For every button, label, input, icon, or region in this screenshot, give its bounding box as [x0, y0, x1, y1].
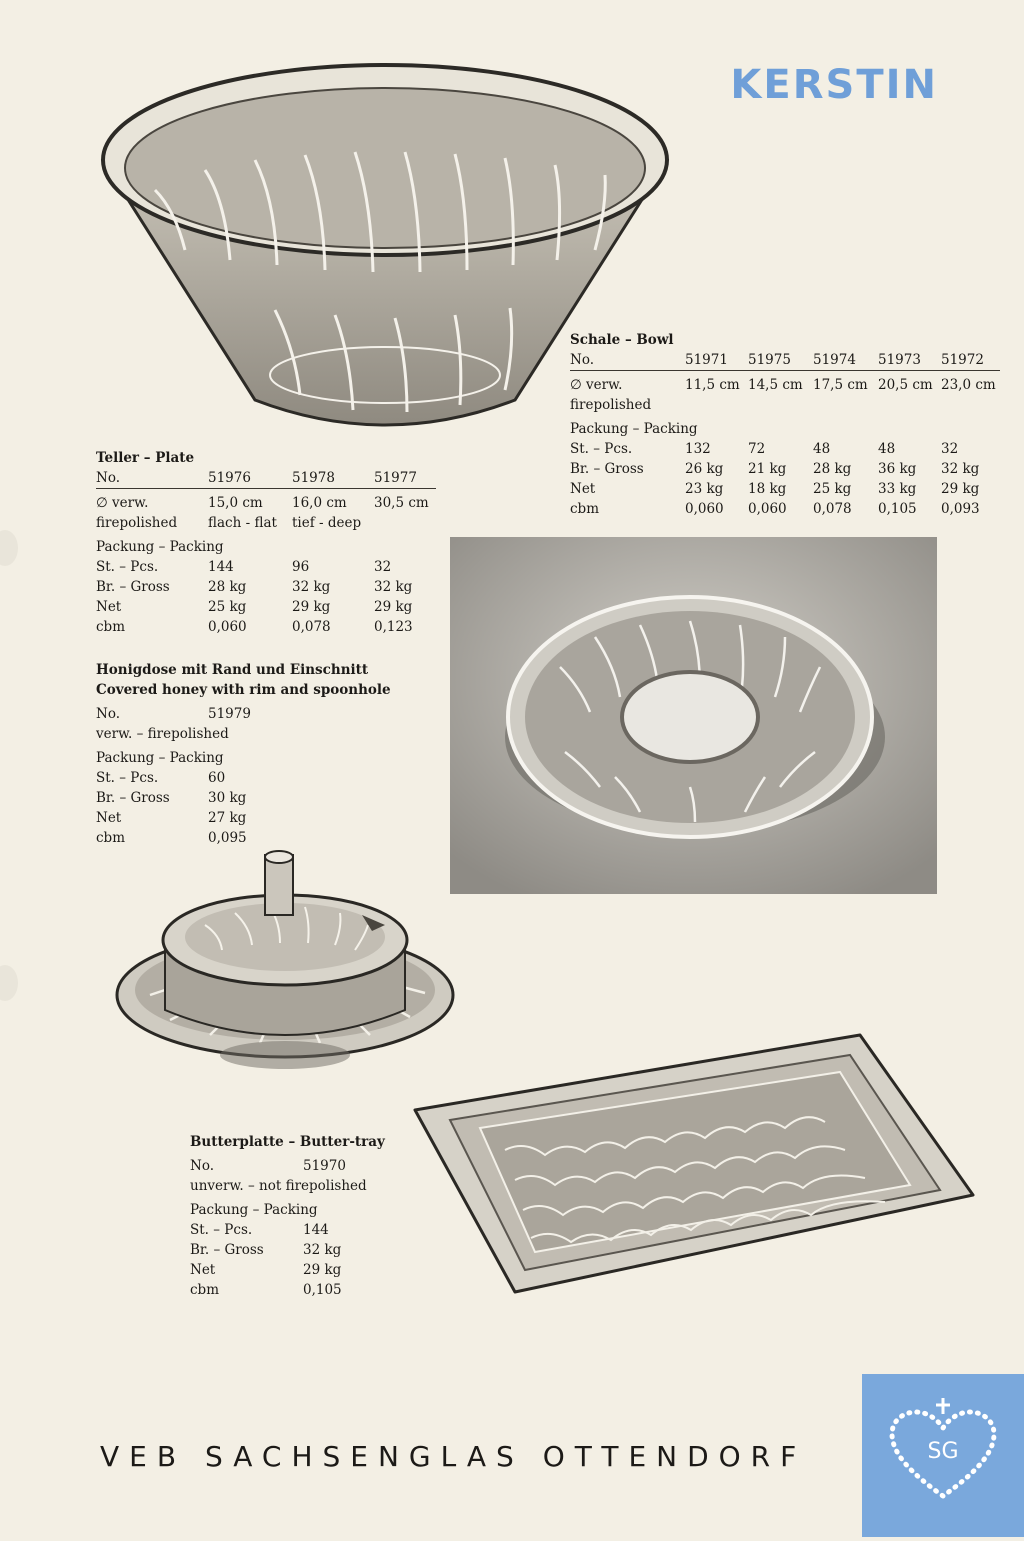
- bowl-number: 51971: [685, 352, 728, 368]
- butter-gross: 32 kg: [303, 1242, 342, 1258]
- plate-number: 51978: [292, 470, 335, 486]
- butter-tray-photo: [405, 1030, 980, 1300]
- butter-pcs: 144: [303, 1222, 329, 1238]
- bowl-gross: 28 kg: [813, 461, 852, 477]
- plate-diameter: 16,0 cm: [292, 495, 347, 511]
- honey-no-label: No.: [96, 706, 120, 722]
- bowl-diameter: 20,5 cm: [878, 377, 933, 393]
- plate-cbm: 0,123: [374, 619, 413, 635]
- plate-net: 29 kg: [374, 599, 413, 615]
- bowl-cbm: 0,060: [748, 501, 787, 517]
- bowl-gross: 26 kg: [685, 461, 724, 477]
- butter-net-label: Net: [190, 1262, 216, 1278]
- bowl-firepolished: firepolished: [570, 397, 652, 413]
- plate-pcs: 32: [374, 559, 392, 575]
- page-title: KERSTIN: [730, 62, 938, 108]
- plate-net: 25 kg: [208, 599, 247, 615]
- plate-diameter: 30,5 cm: [374, 495, 429, 511]
- bowl-heading: Schale – Bowl: [570, 332, 674, 348]
- bowl-number: 51975: [748, 352, 791, 368]
- plate-cbm: 0,078: [292, 619, 331, 635]
- bowl-gross: 21 kg: [748, 461, 787, 477]
- bowl-diameter: 14,5 cm: [748, 377, 803, 393]
- honey-photo: [110, 845, 455, 1085]
- honey-heading-de: Honigdose mit Rand und Einschnitt: [96, 662, 369, 678]
- plate-number: 51977: [374, 470, 417, 486]
- bowl-net-label: Net: [570, 481, 596, 497]
- bowl-diameter: 11,5 cm: [685, 377, 740, 393]
- bowl-cbm: 0,078: [813, 501, 852, 517]
- plate-pcs: 144: [208, 559, 234, 575]
- butter-net: 29 kg: [303, 1262, 342, 1278]
- butter-cbm: 0,105: [303, 1282, 342, 1298]
- honey-number: 51979: [208, 706, 251, 722]
- honey-cbm-label: cbm: [96, 830, 126, 846]
- bowl-gross-label: Br. – Gross: [570, 461, 644, 477]
- plate-photo: [450, 537, 937, 894]
- butter-number: 51970: [303, 1158, 346, 1174]
- butter-gross-label: Br. – Gross: [190, 1242, 264, 1258]
- honey-net: 27 kg: [208, 810, 247, 826]
- plate-no-label: No.: [96, 470, 120, 486]
- honey-cbm: 0,095: [208, 830, 247, 846]
- plate-gross: 28 kg: [208, 579, 247, 595]
- company-logo: [862, 1374, 1024, 1537]
- plate-gross: 32 kg: [374, 579, 413, 595]
- bowl-pcs: 132: [685, 441, 711, 457]
- honey-pcs: 60: [208, 770, 226, 786]
- bowl-pcs: 48: [813, 441, 831, 457]
- bowl-gross: 32 kg: [941, 461, 980, 477]
- plate-firepolished: firepolished: [96, 515, 178, 531]
- butter-packing-label: Packung – Packing: [190, 1202, 318, 1218]
- butter-no-label: No.: [190, 1158, 214, 1174]
- butter-pcs-label: St. – Pcs.: [190, 1222, 253, 1238]
- butter-finish: unverw. – not firepolished: [190, 1178, 367, 1194]
- bowl-cbm: 0,105: [878, 501, 917, 517]
- bowl-cbm: 0,060: [685, 501, 724, 517]
- plate-net-label: Net: [96, 599, 122, 615]
- bowl-diameter-label: ∅ verw.: [570, 377, 623, 393]
- company-name: VEB SACHSENGLAS OTTENDORF: [100, 1440, 807, 1473]
- bowl-number: 51973: [878, 352, 921, 368]
- punch-hole: [0, 965, 18, 1001]
- honey-heading-en: Covered honey with rim and spoonhole: [96, 682, 391, 698]
- plate-diameter: 15,0 cm: [208, 495, 263, 511]
- bowl-cbm: 0,093: [941, 501, 980, 517]
- plate-number: 51976: [208, 470, 251, 486]
- bowl-number: 51974: [813, 352, 856, 368]
- plate-cbm-label: cbm: [96, 619, 126, 635]
- plate-type: flach - flat: [208, 515, 277, 531]
- butter-cbm-label: cbm: [190, 1282, 220, 1298]
- bowl-no-label: No.: [570, 352, 594, 368]
- plate-pcs-label: St. – Pcs.: [96, 559, 159, 575]
- bowl-pcs: 32: [941, 441, 959, 457]
- bowl-diameter: 23,0 cm: [941, 377, 996, 393]
- bowl-pcs: 72: [748, 441, 766, 457]
- plate-type: tief - deep: [292, 515, 362, 531]
- plate-diameter-label: ∅ verw.: [96, 495, 149, 511]
- bowl-packing-label: Packung – Packing: [570, 421, 698, 437]
- honey-net-label: Net: [96, 810, 122, 826]
- bowl-net: 23 kg: [685, 481, 724, 497]
- plate-pcs: 96: [292, 559, 310, 575]
- plate-packing-label: Packung – Packing: [96, 539, 224, 555]
- logo-letters: SG: [927, 1439, 959, 1464]
- honey-finish: verw. – firepolished: [96, 726, 229, 742]
- honey-gross-label: Br. – Gross: [96, 790, 170, 806]
- bowl-pcs-label: St. – Pcs.: [570, 441, 633, 457]
- bowl-net: 29 kg: [941, 481, 980, 497]
- honey-packing-label: Packung – Packing: [96, 750, 224, 766]
- honey-pcs-label: St. – Pcs.: [96, 770, 159, 786]
- bowl-diameter: 17,5 cm: [813, 377, 868, 393]
- plate-net: 29 kg: [292, 599, 331, 615]
- plate-gross-label: Br. – Gross: [96, 579, 170, 595]
- heart-logo-icon: [862, 1374, 1024, 1537]
- bowl-specs: [570, 330, 1000, 519]
- honey-gross: 30 kg: [208, 790, 247, 806]
- bowl-number: 51972: [941, 352, 984, 368]
- butter-heading: Butterplatte – Butter-tray: [190, 1134, 385, 1150]
- bowl-cbm-label: cbm: [570, 501, 600, 517]
- punch-hole: [0, 530, 18, 566]
- butter-specs: [190, 1132, 420, 1300]
- bowl-gross: 36 kg: [878, 461, 917, 477]
- honey-specs: [96, 660, 436, 848]
- plate-specs: [96, 448, 436, 637]
- bowl-net: 25 kg: [813, 481, 852, 497]
- plate-cbm: 0,060: [208, 619, 247, 635]
- bowl-net: 33 kg: [878, 481, 917, 497]
- plate-heading: Teller – Plate: [96, 450, 195, 466]
- bowl-pcs: 48: [878, 441, 896, 457]
- bowl-net: 18 kg: [748, 481, 787, 497]
- plate-gross: 32 kg: [292, 579, 331, 595]
